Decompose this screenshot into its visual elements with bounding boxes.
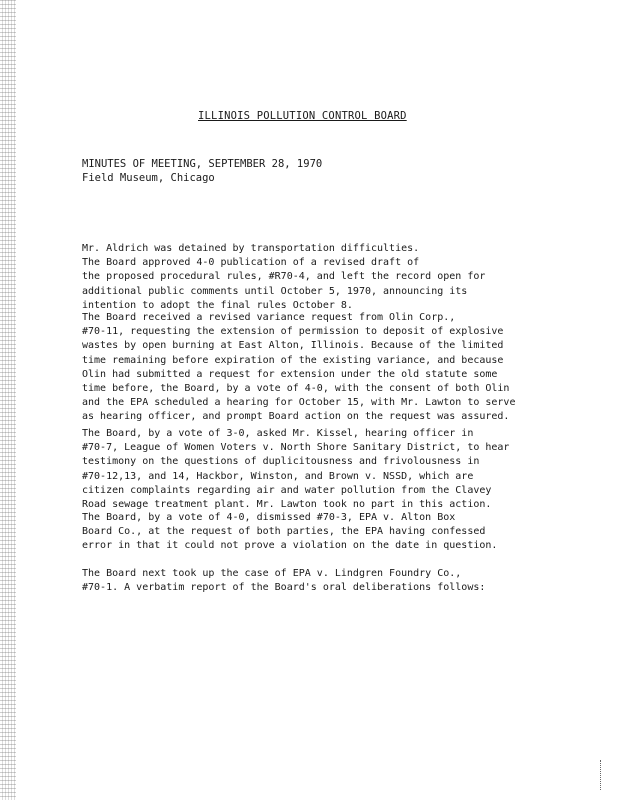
meeting-date-line: MINUTES OF MEETING, SEPTEMBER 28, 1970	[82, 158, 323, 170]
paragraph-line: The Board next took up the case of EPA v. Lindgren Foundry Co.,	[82, 568, 462, 579]
paragraph-line: additional public comments until October 5, 1970, announcing its	[82, 285, 468, 297]
paragraph-line: wastes by open burning at East Alton, Illinois. Because of the limited	[82, 340, 504, 352]
paragraph-line: time before, the Board, by a vote of 4-0, with the consent of both Olin	[82, 383, 510, 395]
paragraph-line: error in that it could not prove a violation on the date in question.	[82, 540, 498, 552]
paragraph-line: Board Co., at the request of both parties, the EPA having confessed	[82, 526, 486, 538]
paragraph-line: The Board, by a vote of 3-0, asked Mr. Kissel, hearing officer in	[82, 428, 474, 439]
paragraph-alton-dismissal	[82, 511, 582, 554]
paragraph-line: #70-12,13, and 14, Hackbor, Winston, and Brown v. NSSD, which are	[82, 470, 474, 482]
paragraph-lindgren-case	[82, 567, 582, 595]
scan-edge-left	[0, 0, 16, 800]
meeting-location-line: Field Museum, Chicago	[82, 172, 215, 184]
paragraph-line: intention to adopt the final rules October 8.	[82, 299, 353, 311]
paragraph-olin-variance	[82, 311, 582, 425]
paragraph-kissel-hearing	[82, 427, 582, 512]
meeting-header	[82, 157, 322, 185]
paragraph-line: #70-11, requesting the extension of permission to deposit of explosive	[82, 326, 504, 338]
paragraph-line: The Board, by a vote of 4-0, dismissed #70-3, EPA v. Alton Box	[82, 512, 456, 523]
paragraph-line: testimony on the questions of duplicitousness and frivolousness in	[82, 456, 480, 468]
paragraph-line: #70-7, League of Women Voters v. North Shore Sanitary District, to hear	[82, 442, 510, 454]
scan-edge-mark	[600, 760, 607, 790]
paragraph-aldrich-rules	[82, 242, 582, 313]
paragraph-line: Olin had submitted a request for extension under the old statute some	[82, 368, 498, 380]
paragraph-line: and the EPA scheduled a hearing for October 15, with Mr. Lawton to serve	[82, 397, 516, 409]
paragraph-line: citizen complaints regarding air and water pollution from the Clavey	[82, 484, 492, 496]
document-title: ILLINOIS POLLUTION CONTROL BOARD	[198, 110, 407, 122]
paragraph-line: the proposed procedural rules, #R70-4, and left the record open for	[82, 271, 486, 283]
paragraph-line: The Board received a revised variance request from Olin Corp.,	[82, 312, 456, 323]
paragraph-line: Mr. Aldrich was detained by transportation difficulties.	[82, 243, 420, 254]
paragraph-line: time remaining before expiration of the existing variance, and because	[82, 354, 504, 366]
paragraph-line: Road sewage treatment plant. Mr. Lawton took no part in this action.	[82, 499, 492, 511]
paragraph-line: The Board approved 4-0 publication of a revised draft of	[82, 257, 420, 269]
paragraph-line: #70-1. A verbatim report of the Board's oral deliberations follows:	[82, 582, 486, 594]
paragraph-line: as hearing officer, and prompt Board action on the request was assured.	[82, 411, 510, 423]
